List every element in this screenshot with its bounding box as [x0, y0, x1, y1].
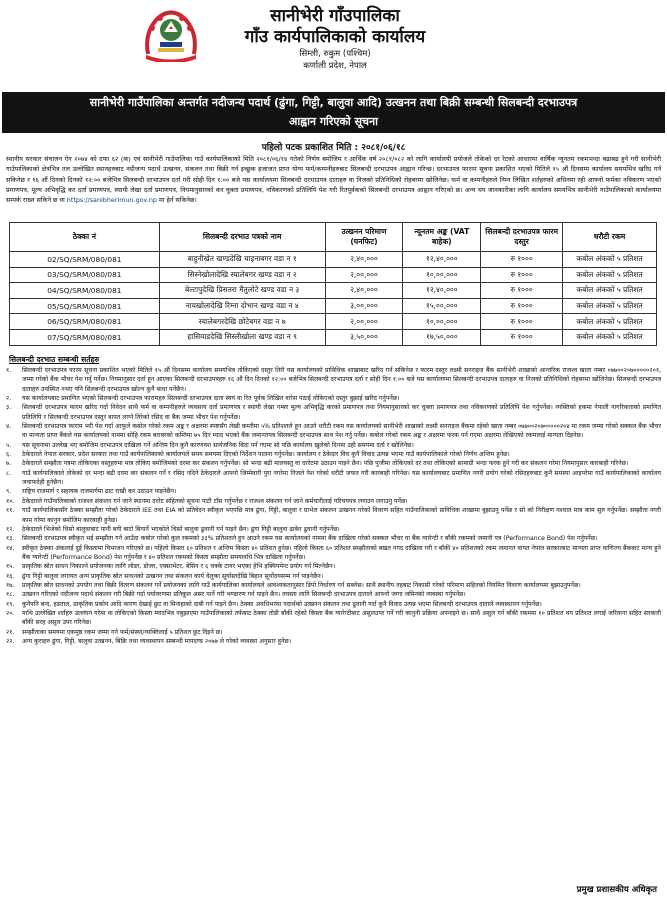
col-deposit: धरौटी रकम [563, 223, 657, 252]
term-text: अन्य कुराहरु ढुंगा, गिट्टी, बालुवा उत्खनन, बिक्रि तथा व्यवस्थापन सम्बन्धी मापदण्ड २०७७ ले गरेको व्यवस्था अनुसार हुनेछ। [22, 637, 292, 645]
col-quantity: उत्खनन परिमाण (घनफिट) [325, 223, 403, 252]
term-item [6, 506, 661, 525]
website-link[interactable]: https://sanibherimun.gov.np [66, 196, 157, 205]
term-text: ठेकेदारले सम्झौता पत्रमा तोकिएका वस्तुहरुमा मात्र तोकिए बमोजिमको दरमा कर संकलन गर्नुपर्नेछ। सो भन्दा बढी मालवस्तु वा दररेटमा उठाउन पाइने छैन। पछि पुजीमा तोकिएको दर तथा तोकिएको सामाग्री भन्दा फरक हुने गरी कर संकलन गरेमा नियमानुसार कारबाही गरिनेछ। [22, 460, 629, 468]
term-item [6, 544, 661, 563]
contract-no: 06/SQ/SRM/080/081 [10, 314, 160, 330]
min-amount: १०,००,००० [403, 267, 481, 283]
deposit: कबोल अंकको ५ प्रतिशत [563, 283, 657, 299]
contract-no: 03/SQ/SRM/080/081 [10, 267, 160, 283]
contract-no: 04/SQ/SRM/080/081 [10, 283, 160, 299]
term-number: १३. [6, 535, 15, 543]
term-number: १०. [6, 497, 15, 505]
term-number: १८. [6, 591, 15, 599]
quantity: ३,००,००० [325, 298, 403, 314]
term-number: २. [6, 395, 12, 403]
term-number: १९. [6, 600, 15, 608]
bid-name: बाहुनीखेत खण्डदेखि चाइनाबगर वडा न १ [159, 252, 325, 268]
nepal-emblem-icon [140, 8, 202, 62]
deposit: कबोल अंकको ५ प्रतिशत [563, 329, 657, 345]
term-number: ४. [6, 423, 12, 431]
term-item [6, 600, 661, 609]
term-text: गाउँ कार्यपालिकासँग ठेक्का सम्झौता गरेको ठेकेदारले IEE तथा EIA को प्रतिवेदन स्वीकृत भएपछि मात्र ढुंगा, गिट्टी, बालुवा र ग्राभेल संकलन उत्खनन गरेको विवरण सहित गाउँपालिकाको प्राविधिक शाखामा बुझाउनु पर्नेछ र सो को निरीक्षण पश्चात मात्र काम सुरु गर्नुपर्नेछ। सम्झौता नगरी काम गरेमा कानुन बमोजिम कारबाही हुनेछ। [22, 507, 661, 524]
term-number: ५. [6, 441, 12, 449]
term-item [6, 525, 661, 534]
min-amount: १७,५०,००० [403, 329, 481, 345]
form-fee: रु १००० [481, 329, 563, 345]
term-item [6, 422, 661, 441]
contract-table [9, 222, 657, 346]
quantity: २,००,००० [325, 267, 403, 283]
col-form-fee: सिलबन्दी दरभाउपत्र फारम दस्तुर [481, 223, 563, 252]
term-text: सिलबन्दी दरभाउपत्र स्वीकृत भई सम्झौता गर्न आउँदा कबोल गरेको कुल रकमको ३३% प्रतिशतले हुन आउने रकम यस कार्यालयको नाममा बैंक दाखिला गरेको सक्कल भौचर वा बैंक ग्यारेन्टी र बाँकी रकमको जमानी पत्र (Performance Bond) पेश गर्नुपर्नेछ। [22, 535, 598, 543]
term-item [6, 366, 661, 394]
quantity: २,००,००० [325, 314, 403, 330]
term-item [6, 572, 661, 581]
form-fee: रु १००० [481, 298, 563, 314]
province-name: कर्णाली प्रदेश, नेपाल [303, 61, 367, 71]
term-number: ९. [6, 488, 12, 496]
term-item [6, 637, 661, 646]
term-item [6, 581, 661, 590]
term-item [6, 534, 661, 543]
contract-no: 02/SQ/SRM/080/081 [10, 252, 160, 268]
term-text: ठेकेदारले नेपाल सरकार, प्रदेश सरकार तथा गाउँ कार्यपालिकाको कार्यालयले समय समयमा दिएको निर्देशन पालना गर्नुपर्नेछ। कार्यालय र ठेकेदार विच कुनै विवाद उत्पन्न भएमा गाउँ कार्यपालिकाले गरेको निर्णय अन्तिम हुनेछ। [22, 451, 510, 459]
term-number: १६. [6, 572, 15, 580]
term-number: २०. [6, 609, 15, 617]
min-amount: १२,४०,००० [403, 283, 481, 299]
quantity: २,४०,००० [325, 283, 403, 299]
table-row [10, 252, 657, 268]
deposit: कबोल अंकको ५ प्रतिशत [563, 267, 657, 283]
form-fee: रु १००० [481, 252, 563, 268]
terms-list [6, 366, 661, 646]
term-number: १२. [6, 525, 15, 533]
form-fee: रु १००० [481, 267, 563, 283]
signatory-title: प्रमुख प्रशासकीय अधिकृत [576, 885, 657, 895]
office-name: गाँउ कार्यपालिकाको कार्यालय [244, 27, 426, 47]
term-text: राष्ट्रिय राजमार्ग र सहायक राजमार्गमा ढाट राखी कर उठाउन पाइनेछैन। [22, 488, 177, 496]
bid-name: सिस्नेखोलादेखि स्यालेबगर खण्ड वडा न २ [159, 267, 325, 283]
bid-name: हासियाडदेखि सिस्लीखोला खण्ड वडा न ९ [159, 329, 325, 345]
term-text: ढुंगा गिट्टी बालुवा लगायत अन्य प्राकृतिक स्रोत साधनको उत्खनन तथा संकलन कार्य वेलुका सूर्यास्तदेखि बिहान सूर्योदयसम्म गर्न पाइनेछैन। [22, 572, 324, 580]
notice-title-line1: सानीभेरी गाउँपालिका अन्तर्गत नदीजन्य पदार्थ (ढुंगा, गिट्टी, बालुवा आदि) उत्खनन तथा बिक्री सम्बन्धी सिलबन्दी दरभाउपत्र [89, 96, 578, 109]
term-number: ८. [6, 469, 12, 477]
bid-name: स्यालेबगरदेखि छोटेबगर वडा न ७ [159, 314, 325, 330]
notice-title-banner [2, 92, 665, 133]
term-text: कुनैपनि बन्द, हडताल, प्राकृतिक प्रकोप आदि कारण देखाई छुट वा मिनाहाको दाबी गर्न पाइने छैन। ठेक्का अवधिभरमा पदार्थको उत्खनन संकलन तथा ढुवानी गर्दा कुनै विवाद उत्पन्न भएमा सिलबन्दी दरभाउपत्र दाताले व्यवस्थापन गर्नुपर्नेछ। [22, 600, 542, 608]
term-number: ३. [6, 404, 12, 412]
table-header-row [10, 223, 657, 252]
term-number: १४. [6, 544, 15, 552]
term-text: प्राकृतिक स्रोत साधन निकाल्ने प्रयोजनका लागि लोडर, डोजर, एक्साभेटर, बेसिन र ६ चक्के टायर भएका हेभि इक्विपमेन्ट प्रयोग गर्न मिल्नेछैन। [22, 563, 336, 571]
intro-text: स्थानीय सरकार संचालन ऐन २०७४ को दफा ६२ (क) एवं सानीभेरी गाउँपालिका गाउँ कार्यपालिकाको मिति २०८१/०६/१४ गतेको निर्णय बमोजिम र आर्थिक वर्ष २०८१/०८२ को लागि कार्यालयी प्रयोजले तोकेको दर रेटको आधारमा वार्षिक न्यूनतम रकमभन्दा बढाबढ हुने गरी सानीभेरी गाउँपालिकाको क्षेत्रभित्र तल उल्लेखित स्थानहरुबाट नदीजन्य पदार्थ उत्खनन, संकलन तथा बिक्री गर्न इच्छुक इजाजत प्राप्त योग्य फर्म/कम्पनीहरुबाट सिलबन्दी दरभाउपत्र आह्वान गरिन्छ। दरभाउपत्र फाराम सूचना प्रकाशित भएको मितिले १५ औं दिनसम्म कार्यालय समयभित्र खरिद गर्न सकिनेछ र १६ औं दिनको दिनको १२:०० बजेभित्र सिलबन्दी दरभाउपत्र दर्ता गरी सोही दिन १:०० बजे यस कार्यालयमा सिलबन्दी दरभाउपत्र दाताहरु वा निजको प्रतिनिधिको रोहबरमा खोलिनेछ। फर्म वा कम्पनीहरुले निम्न लिखित शर्तहरुको अधिनमा रही आफ्नो फर्मका नविकरण भएको प्रमाणपत्र, मूल्य अभिवृद्धि कर दर्ता प्रमाणपत्र, स्थायी लेखा दर्ता प्रमाणपत्र, नियमानुसारको कर चुक्ता प्रमाणपत्र, नविकरणको प्रतिलिपि पेश गरी रितपूर्वकको सिलबन्दी दरभाउपत्र आह्वान गरिएको छ। अन्य थप जानकारीका लागि कार्यालय समयभित्र सानीभेरी गाउँपालिकाको कार्यालयमा सम्पर्क राख्न सकिने छ वा [6, 155, 661, 205]
contract-no: 07/SQ/SRM/080/081 [10, 329, 160, 345]
term-text: यस सूचनामा उल्लेख भए बमोजिम दरभाउपत्र दाखिला गर्ने अन्तिम दिन कुनै कारणवश सार्वजनिक बिदा पर्न गएमा सो पछि कार्यालय खुलेको दिनमा उही समयमा दर्ता र खोलिनेछ। [22, 441, 414, 449]
publish-date: पहिलो पटक प्रकाशित मिति : २०८१/०६/१८ [261, 143, 406, 153]
min-amount: १५,००,००० [403, 298, 481, 314]
table-row [10, 314, 657, 330]
term-item [6, 487, 661, 496]
term-item [6, 459, 661, 468]
intro-tail: मा हेर्न सकिनेछ। [159, 196, 197, 205]
term-text: ठेकेदारले गाउँपालिकाको राजश्व संकलन गर्न जाने स्थानमा दररेट सहितको सूचना पाटी टाँस गर्नुपर्नेछ र राजश्व संकलन गर्न जाने कर्मचारीलाई परिचयपत्र लगाउन लगाउनु पर्नेछ। [22, 497, 408, 505]
table-row [10, 329, 657, 345]
notice-title-line2: आह्वान गरिएको सूचना [288, 115, 378, 128]
term-item [6, 394, 661, 403]
col-contract-no: ठेक्का नं [10, 223, 160, 252]
term-text: गाउँ कार्यपालिकाले तोकेको दर भन्दा बढी दरमा कर संकलन गर्ने र रसिद नदिने ठेकेदारले आफ्नो जिम्मेवारी पुरा नगरेमा निजले पेश गरेको धरौटी जफत गरी कारबाही गरिनेछ। यस कार्यालयबाट प्रमाणित नगरी प्रयोग गरेको रसिदहरुबाट कुनै समस्या आइपरेमा गाउँ कार्यपालिकाको कार्यालय जवाफदेही हुनेछैन। [22, 469, 661, 487]
office-header [200, 6, 470, 72]
contract-no: 05/SQ/SRM/080/081 [10, 298, 160, 314]
deposit: कबोल अंकको ५ प्रतिशत [563, 298, 657, 314]
municipality-name: सानीभेरी गाँउपालिका [270, 6, 400, 26]
table-row [10, 267, 657, 283]
term-item [6, 628, 661, 637]
form-fee: रु १००० [481, 314, 563, 330]
term-item [6, 497, 661, 506]
term-text: प्राकृतिक स्रोत साधनको उपयोग तथा बिक्री वितरण संकलन गर्ने प्रयोजनका लागि गाउँ कार्यपालिका कार्यालयले आवश्यकतानुसार डिपो निर्धारण गर्न सक्नेछ। साथै स्थानीय तहबाट निकासी गरेको परिमाण सहितको नियमित विवरण कार्यालयमा बुझाउनुपर्नेछ। [22, 581, 581, 589]
term-number: ६. [6, 451, 12, 459]
term-number: १५. [6, 563, 15, 571]
term-text: उत्खनन गरिएको नदीजन्य पदार्थ संकलन गरी बिक्री गर्दा पर्यावरणमा प्रतिकूल असर पार्ने गरी भण्डारण गर्न पाइने छैन। तयस्ता लागि सिलबन्दी दरभाउपत्र दाताले आफ्नो जग्गा जमिनको व्यवस्था गर्नुपर्नेछ। [22, 591, 466, 599]
term-number: २१. [6, 628, 15, 636]
table-row [10, 298, 657, 314]
table-row [10, 283, 657, 299]
term-text: ठेकेदारले भिजेको चिसो बालुवाबाट पानी बगी बाटो बिगार्ने भएकोले चिसो बालुवा ढुवानी गर्न पाइने छैन। ढुंगा गिट्टी बालुवा ढाकेर ढुवानी गर्नुपर्नेछ। [22, 525, 340, 533]
term-number: ११. [6, 507, 15, 515]
office-address: सिम्ली, रुकुम (पश्चिम) [299, 49, 371, 59]
term-text: सम्झौताका समयमा एकमुष्ठ रकम जम्मा गर्न फर्म/संस्था/व्यक्तिलाई ५ प्रतिशत छुट दिइने छ। [22, 628, 223, 636]
col-bid-name: सिलबन्दी दरभाउ पत्रको नाम [159, 223, 325, 252]
term-text: सिलबन्दी दरभाउपत्र फारम खरिद गर्दा निवेदन साथै फर्म वा कम्पनीहरुले व्यवसाय दर्ता प्रमाणपत्र र स्थायी लेखा नम्बर मूल्य अभिवृद्धि करको प्रमाणपत्र तथा नियमानुसारको कर चुक्ता प्रमाणपत्र तथा नविकरणको प्रतिलिपि पेश गर्नुपर्नेछ। व्यक्तिको हकमा नेपाली नागरिकताको प्रमाणित प्रतिलिपि र सिलबन्दी दरभाउपत्र दस्तुर बापत लाग्ने तिरेको रसिद वा बैंक जम्मा भौचर पेश गर्नुपर्नेछ। [22, 404, 661, 421]
term-number: २२. [6, 637, 15, 645]
term-item [6, 590, 661, 599]
term-item [6, 403, 661, 422]
term-item [6, 441, 661, 450]
form-fee: रु १००० [481, 283, 563, 299]
term-number: १७. [6, 581, 15, 589]
term-text: स्वीकृत ठेक्का अंकलाई दुई किस्तामा विभाजन गरिएको छ। पहिलो किस्ता ६० प्रतिशत र अन्तिम किस्ता ४० प्रतिशत हुनेछ। पहिलो किस्ता ६० प्रतिशत सम्झौताको बखत नगद दाखिला गरी र बाँकी ४० प्रतिशतको रकम जमानत वापत नेपाल सरकारबाट मान्यता प्राप्त वाणिज्य बैंकबाट मान्य हुने बैंक ग्यारेन्टी (Performance Bond) पेश गर्नुपर्नेछ र ४० प्रतिशत रकमको किस्ता सम्झौता समयावधि भित्र दाखिला गर्नुपर्नेछ। [22, 544, 661, 561]
deposit: कबोल अंकको ५ प्रतिशत [563, 252, 657, 268]
term-item [6, 469, 661, 488]
bid-name: बेल्टापुदेखि प्रिसतरा मैतुलोटे खण्ड वडा न ३ [159, 283, 325, 299]
deposit: कबोल अंकको ५ प्रतिशत [563, 314, 657, 330]
term-item [6, 609, 661, 628]
term-text: सिलबन्दी दरभाउपत्र फारम सूचना प्रकाशित भएको मितिले १५ औं दिनसम्म कार्यालय समयभित्र तोकिएको दस्तुर तिरी यस कार्यालयको प्राविधिक शाखाबाट खरिद गर्न सकिनेछ र फारम दस्तुर लक्ष्मी सनराइज बैंक सानीभेरी शाखाको आन्तरिक राजश्व खाता नम्बर ०७७००२०७०००००२०१, जम्मा गरेको बैंक भौचर पेश गर्नु पर्नेछ। नियमानुसार दर्ता हुन आएका सिलबन्दी दरभाउपत्रहरु १६ औं दिन दिनको १२:०० बजेभित्र सिलबन्दी दरभाउपत्र दर्ता र सोही दिन १:०० बजे यस कार्यालयमा सिलबन्दी दरभाउपत्र दाताहरु वा निजको प्रतिनिधिको रोहबरमा खोलिनेछ। सिलबन्दी दरभाउपत्र दाताहरु उपस्थित नभए पनि सिलबन्दी दरभाउपत्र खोल्न कुनै बाधा पर्नेछैन। [22, 367, 661, 393]
quantity: ३,५०,००० [325, 329, 403, 345]
term-text: यस कार्यालयबाट प्रमाणित भएको सिलबन्दी दरभाउपत्र फारामहरु सिलबन्दी दरभाउपत्र दाता स्वयं वा रित पूर्वक लिखित वारेस पठाई तोकिएको दस्तुर बुझाई खरिद गर्नुपर्नेछ। [22, 395, 400, 403]
term-item [6, 562, 661, 571]
term-number: ७. [6, 460, 12, 468]
bid-name: नायखोलादेखि रिम्ना दोभान खण्ड वडा न ४ [159, 298, 325, 314]
quantity: २,४०,००० [325, 252, 403, 268]
intro-paragraph [6, 154, 661, 205]
term-item [6, 450, 661, 459]
min-amount: १०,००,००० [403, 314, 481, 330]
term-number: १. [6, 367, 12, 374]
term-text: माथि उल्लेखित शर्तहरु उल्लंघन गरेमा वा तोकिएको किस्ता म्यादभित्र नबुझाएमा गाउँपालिकाको तर्फबाट ठेक्का तोडी बाँकी रहेको किस्ता बैंक ग्यारेन्टीबाट असुलउपर गर्ने गरी कानुनी प्रक्रिया अपनाइने छ। साथै असुल गर्न बाँकी रकममा १० प्रतिशत थप प्रतिशत लगाई जरिवाना सहित सरकारी बाँकी सरह असुल उपर गरिनेछ। [22, 609, 661, 627]
term-text: सिलबन्दी दरभाउपत्र फाराम भरी पेश गर्दा आफूले कबोल गरेको रकम अङ्क र अक्षरमा स्पष्टसँग लेखी कम्तीमा ५% प्रतिशतले हुन आउने धरौटी रकम यस कार्यालयको सानीभेरी शाखाको लक्ष्मी सनराइज बैंकमा रहेको खाता नम्बर ०७७००२०७०००००२०४ मा रकम जम्मा गरेको सक्कल बैंक भौचर वा मान्यता प्राप्त बैंकले यस कार्यालयको नाममा सोहि रकम बराबरको कम्तिमा ७५ दिन म्याद भएको बैंक जमानतपत्र सिलबन्दी दरभाउपत्र साथ पेश गर्नु पर्नेछ। कबोल गरेको रकम अङ्क र अक्षरमा फरक पर्न गएमा अक्षरमा लेखिएको रकमलाई मान्यता दिइनेछ। [22, 423, 661, 440]
col-min-amount: न्यूनतम अङ्क (VAT बाहेक) [403, 223, 481, 252]
terms-heading: सिलबन्दी दरभाउ सम्बन्धी सर्तहरु [9, 355, 100, 364]
min-amount: १२,४०,००० [403, 252, 481, 268]
